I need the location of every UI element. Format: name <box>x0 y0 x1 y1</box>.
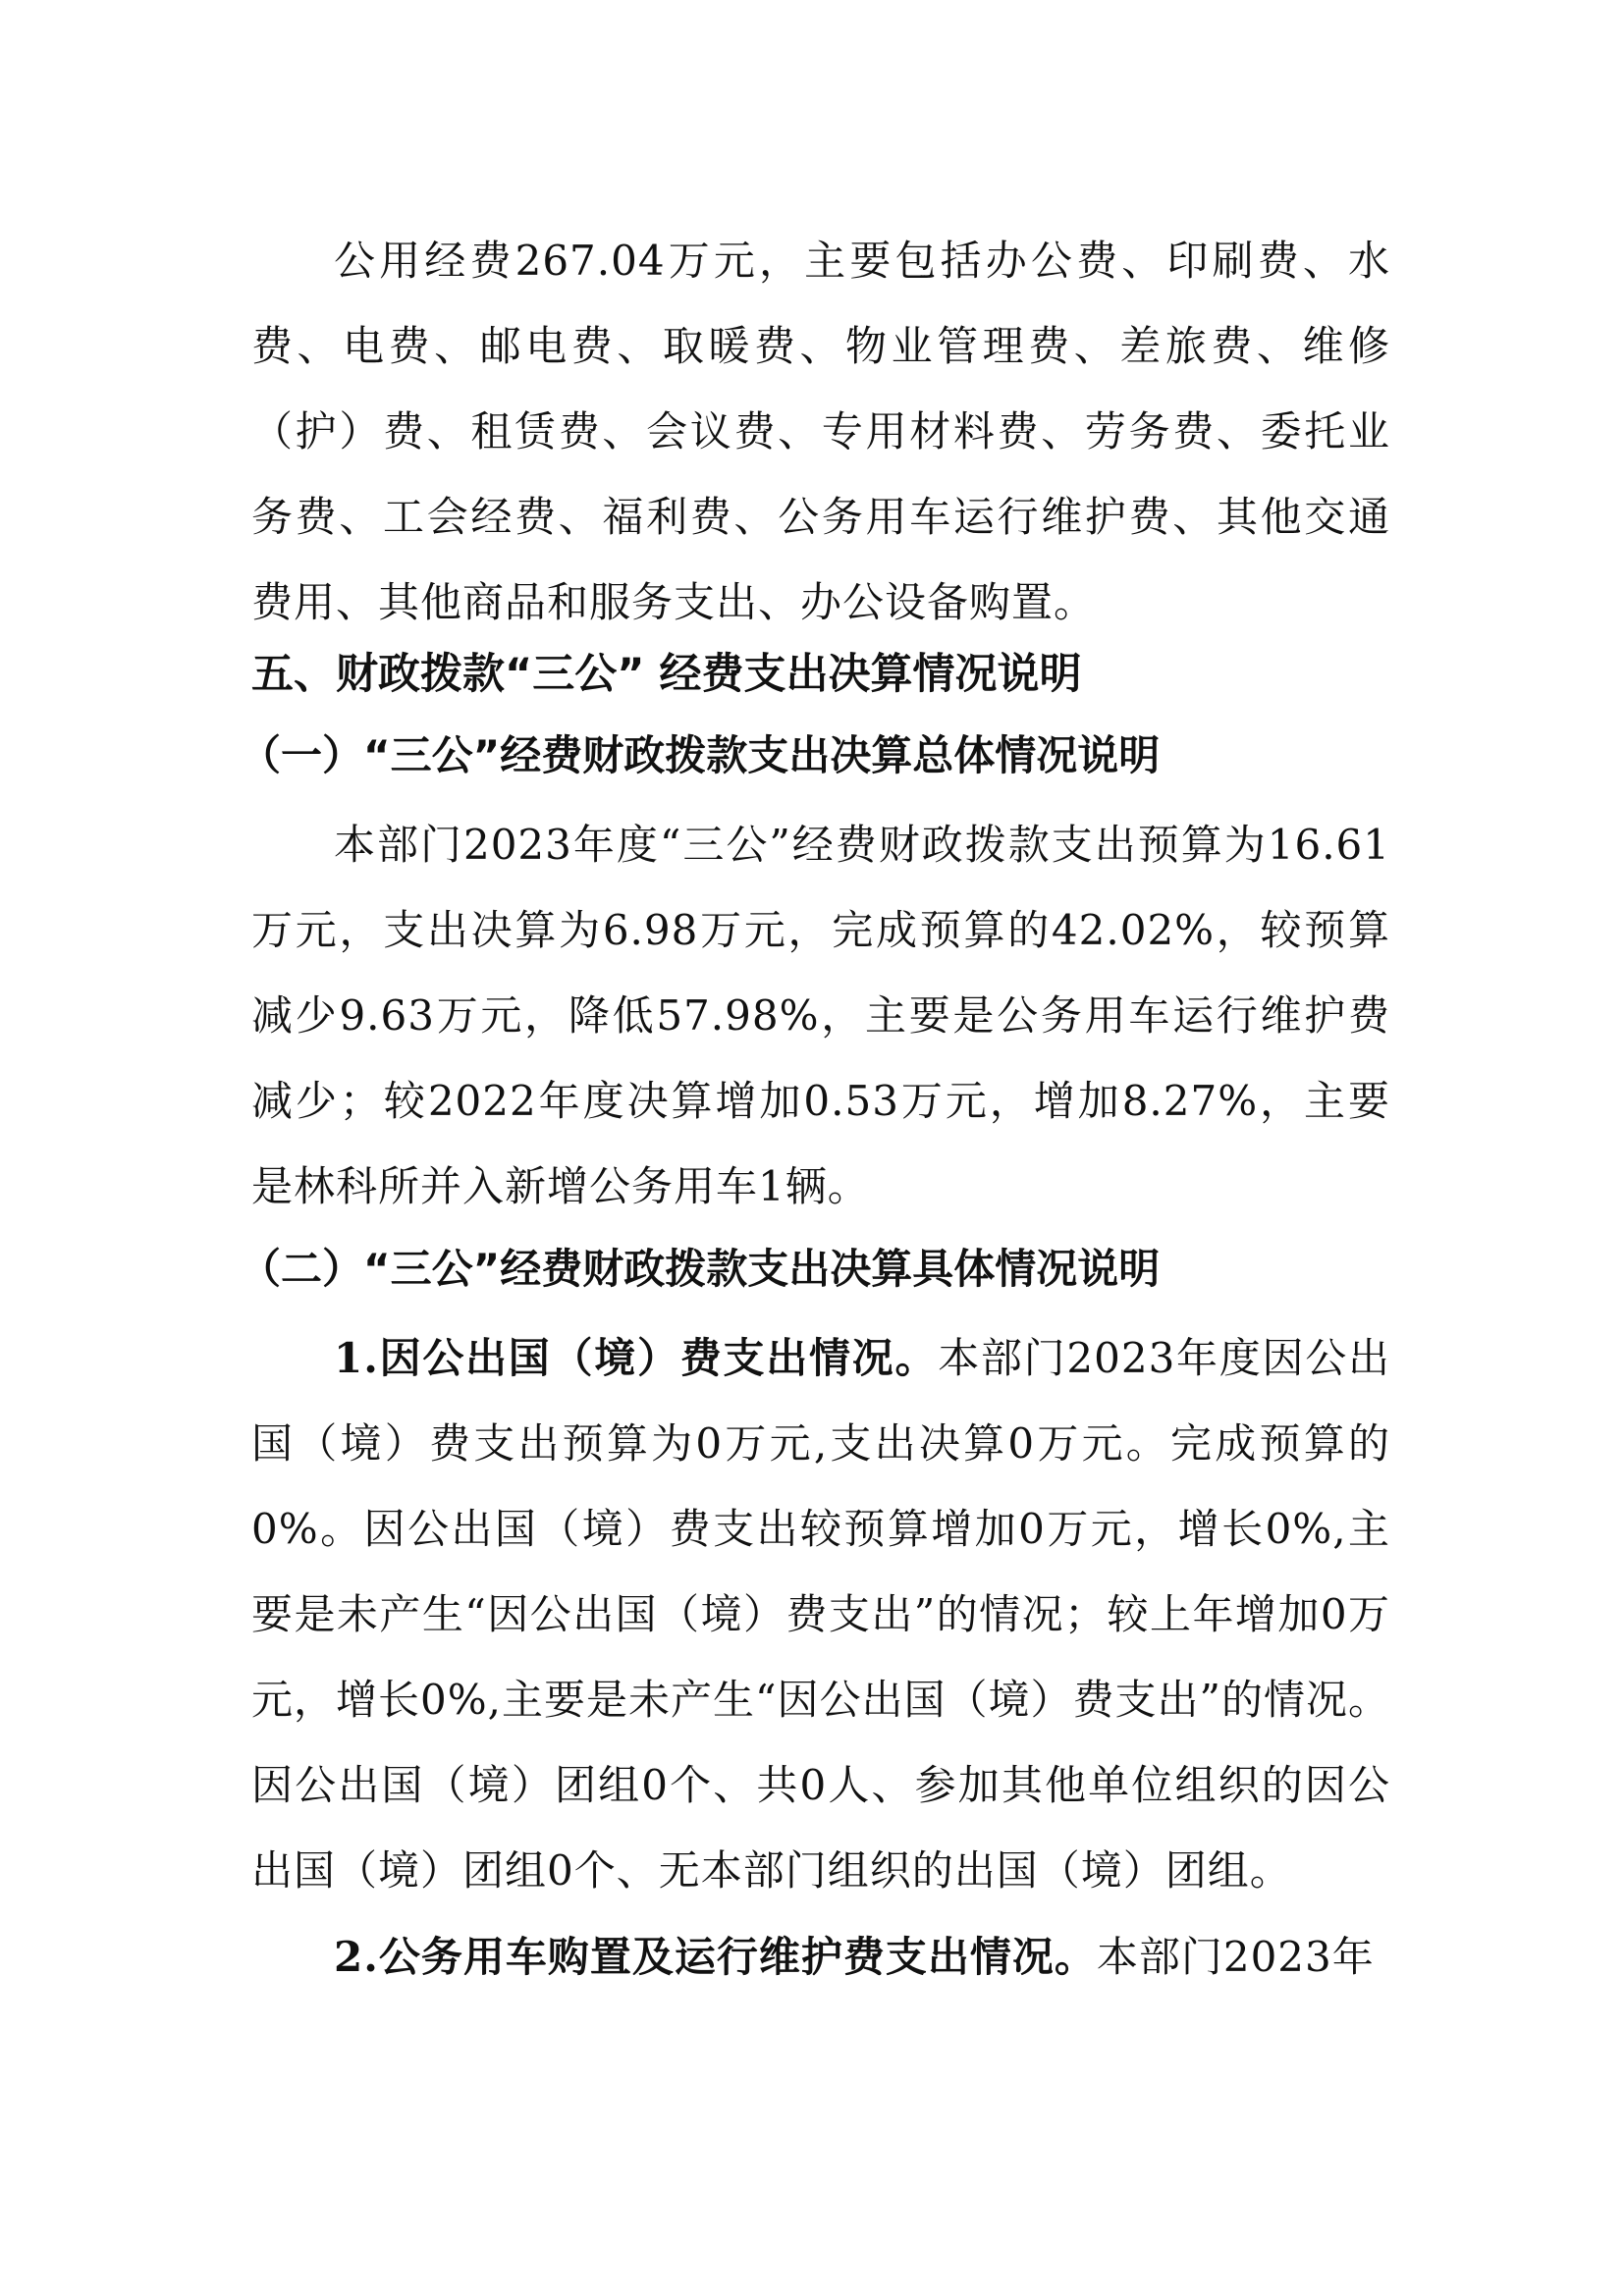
item-two-body: 本部门2023年 <box>1096 1933 1375 1981</box>
item-two-lead: 2.公务用车购置及运行维护费支出情况。 <box>334 1933 1097 1981</box>
paragraph-overseas-expenses <box>251 1315 1390 1913</box>
subsection-two-title: （二）“三公”经费财政拨款支出决算具体情况说明 <box>240 1245 1161 1293</box>
section-five-title: 五、财政拨款“三公” 经费支出决算情况说明 <box>251 650 1082 699</box>
paragraph-vehicle-expenses <box>251 1914 1390 2000</box>
subsection-one-title: （一）“三公”经费财政拨款支出决算总体情况说明 <box>240 731 1161 779</box>
paragraph-public-funds: 公用经费267.04万元，主要包括办公费、印刷费、水费、电费、邮电费、取暖费、物业管理费、差旅费、维修（护）费、租赁费、会议费、专用材料费、劳务费、委托业务费、工会经费、福利费、公务用车运行维护费、其他交通费用、其他商品和服务支出、办公设备购置。 <box>251 237 1390 626</box>
item-one-lead: 1.因公出国（境）费支出情况。 <box>334 1334 939 1382</box>
paragraph-three-public-overall: 本部门2023年度“三公”经费财政拨款支出预算为16.61万元，支出决算为6.98万元，完成预算的42.02%，较预算减少9.63万元，降低57.98%，主要是公务用车运行维护费减少；较2022年度决算增加0.53万元，增加8.27%，主要是林科所并入新增公务用车1辆。 <box>251 821 1390 1210</box>
item-one-body: 本部门2023年度因公出国（境）费支出预算为0万元,支出决算0万元。完成预算的0%。因公出国（境）费支出较预算增加0万元，增长0%,主要是未产生“因公出国（境）费支出”的情况；较上年增加0万元，增长0%,主要是未产生“因公出国（境）费支出”的情况。因公出国（境）团组0个、共0人、参加其他单位组织的因公出国（境）团组0个、无本部门组织的出国（境）团组。 <box>251 1334 1390 1895</box>
